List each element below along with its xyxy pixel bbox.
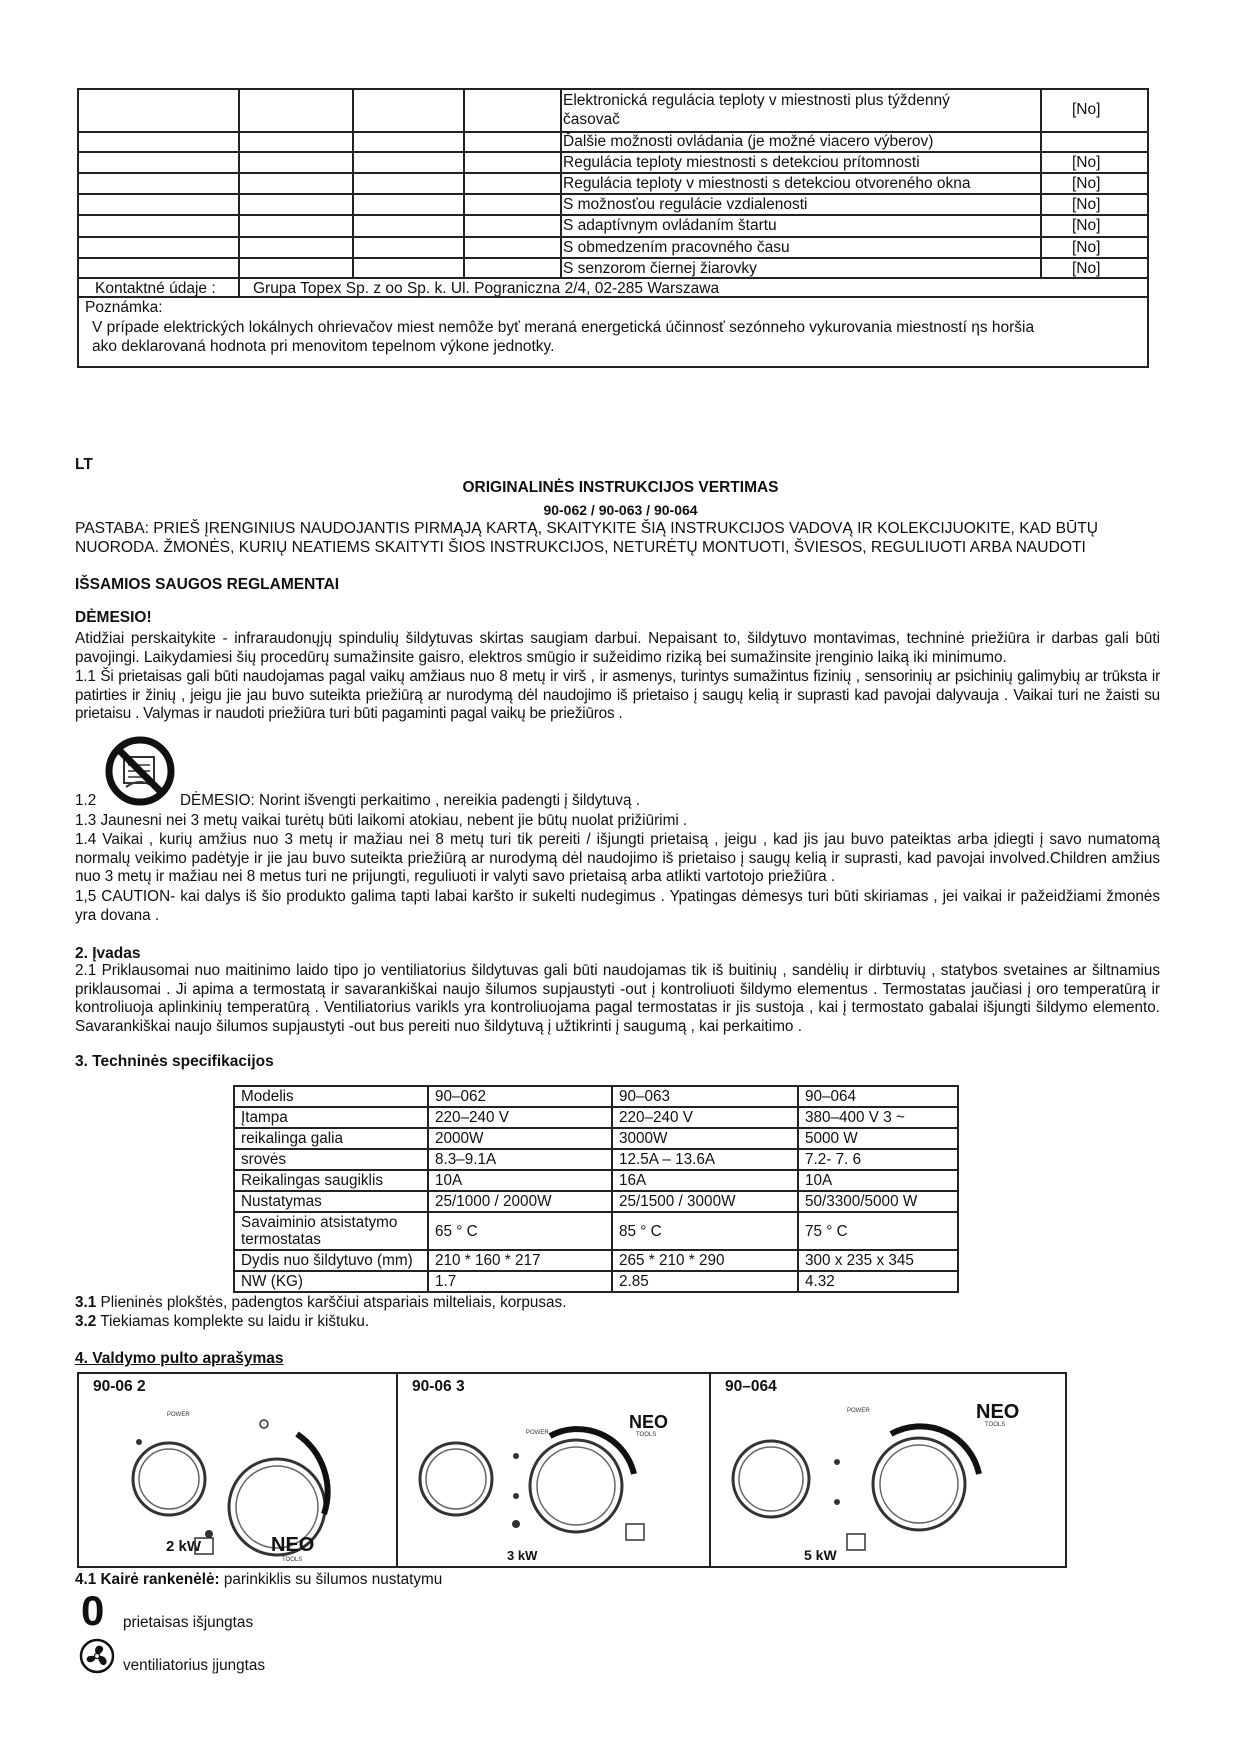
paragraph: 1.1 Ši prietaisas gali būti naudojamas pagal vaikų amžiaus nuo 8 metų ir virš , ir asmenys, turintys sumažintus fizinių , sensorinių ar psichinių galimybių ar trūksta ir patirties ir žinių , jeigu jie jau buvo suteikta priežiūrą ar nurodymą dėl naudojimo iš prietaiso į saugų kelią ir suprasti kad pavojai dalyvauja . Vaikai turi ne žaisti su prietaisu . Valymas ir naudoti priežiūra turi būti pagaminti pagal vaikų be priežiūros . [75,668,1160,723]
note-number: 3.2 [75,1313,97,1330]
table-cell: Dydis nuo šildytuvo (mm) [234,1250,428,1271]
power-rating: 3 kW [507,1548,538,1563]
panel-heading: 4. Valdymo pulto aprašymas [75,1350,284,1367]
paragraph: 1.3 Jaunesni nei 3 metų vaikai turėtų būti laikomi atokiau, nebent jie būtų nuolat prižiūrimi . [75,812,688,829]
table-rule [77,236,1149,238]
power-label: POWER [526,1430,549,1436]
item-number: 1.2 [75,792,97,809]
no-value: [No] [1072,175,1101,192]
control-panel [398,1374,709,1566]
brand-logo: NEO [629,1412,669,1432]
table-cell: časovač [563,111,620,128]
zero-symbol: 0 [81,1587,105,1634]
no-value: [No] [1072,101,1101,118]
knob-text: parinkiklis su šilumos nustatymu [223,1571,443,1588]
note-text: V prípade elektrických lokálnych ohrievačov miest nemôže byť meraná energetická účinnosť sezónneho vykurovania miestností ηs horšia [92,319,1035,336]
table-cell: 1.7 [428,1271,612,1292]
panel-label: 90-06 2 [93,1378,146,1395]
table-row [234,1149,958,1170]
language-code: LT [75,456,93,473]
table-row [234,1271,958,1292]
table-cell: 10A [798,1170,958,1191]
table-cell: 16A [612,1170,798,1191]
no-value: [No] [1072,154,1101,171]
spec-note [75,1313,369,1331]
table-cell: 75 ° C [798,1212,958,1250]
table-cell: 8.3–9.1A [428,1149,612,1170]
note-text: Tiekiamas komplekte su laidu ir kištuku. [100,1313,370,1330]
table-cell: 90–062 [428,1086,612,1107]
table-cell: 3000W [612,1128,798,1149]
table-cell: Savaiminio atsistatymo termostatas [234,1212,428,1250]
control-panels [77,1372,1067,1568]
table-cell: 10A [428,1170,612,1191]
table-cell: srovės [234,1149,428,1170]
document-title: ORIGINALINĖS INSTRUKCIJOS VERTIMAS [462,479,779,496]
heater-panel-illustration [711,1374,1065,1566]
table-cell: Regulácia teploty v miestnosti s detekciou otvoreného okna [563,175,971,192]
spec-table [233,1085,959,1293]
attention-heading: DĖMESIO! [75,609,152,626]
table-rule [77,172,1149,174]
paragraph: 2.1 Priklausomai nuo maitinimo laido tipo jo ventiliatorius šildytuvas gali būti naudojamas tik iš buitinių , sandėlių ir dirbtuvių , statybos svetaines ar šiltnamius priklausomai . Ji apima a termostatą ir savarankiškai naujo šilumos supjaustyti -out į kontroliuoti šildymo elementus . Termostatas jaučiasi į oro temperatūrą ir kontroliuoja aplinkinių temperatūrą . Ventiliatorius varikls yra kontroliuojama pagal termostatas ir jis sustoja , kai į termostato gabalai išjungti šildymo elemento. Savarankiškai naujo šilumos supjaustyti -out bus pereiti nuo šildytuvą į užtikrinti į saugumą , kai perkaitimo . [75,962,1160,1035]
table-cell: S senzorom čiernej žiarovky [563,260,757,277]
no-value: [No] [1072,196,1101,213]
brand-logo: NEO [271,1534,315,1556]
table-cell: 25/1500 / 3000W [612,1191,798,1212]
table-row [234,1191,958,1212]
table-cell: Modelis [234,1086,428,1107]
spec-note [75,1294,566,1312]
heater-panel-illustration [398,1374,709,1566]
heater-panel-illustration [79,1374,396,1566]
table-cell: 25/1000 / 2000W [428,1191,612,1212]
model-numbers: 90-062 / 90-063 / 90-064 [543,502,698,518]
legend-text: ventiliatorius įjungtas [123,1657,265,1674]
table-cell: S adaptívnym ovládaním štartu [563,217,777,234]
table-row [234,1128,958,1149]
paragraph: 1.4 Vaikai , kurių amžius nuo 3 metų ir mažiau nei 8 metų turi tik pereiti / išjungti prietaisą , jeigu , kad jis jau buvo pateiktas arba įdiegti į savo numatomą normalų veikimo padėtyje ir jie jau buvo suteikta priežiūrą ar nurodymą dėl naudojimo iš prietaiso į saugų kelią ir suprasti, kad pavojai involved.Children amžius nuo 3 metų ir mažiau nei 8 metus turi ne prijungti, reguliuoti ir valyti savo prietaisą arba atlikti vartotojo priežiūra . [75,831,1160,886]
table-row [234,1170,958,1191]
table-cell: NW (KG) [234,1271,428,1292]
table-cell: 265 * 210 * 290 [612,1250,798,1271]
table-divider [463,88,465,277]
table-cell: 210 * 160 * 217 [428,1250,612,1271]
table-cell: Ďalšie možnosti ovládania (je možné viacero výberov) [563,133,934,150]
control-panel [711,1374,1065,1566]
table-cell: 2000W [428,1128,612,1149]
paragraph: Atidžiai perskaitykite - infraraudonųjų spindulių šildytuvas skirtas saugiam darbui. Nepaisant to, šildytuvo montavimas, techninė priežiūra ir darbas gali būti pavojingi. Laikydamiesi šių procedūrų sumažinsite gaisro, elektros smūgio ir sužeidimo riziką bei sumažinsite įrenginio laiką iki minimumo. [75,630,1160,666]
power-label: POWER [847,1408,870,1414]
table-cell: 4.32 [798,1271,958,1292]
table-divider [238,88,240,296]
table-cell: Reikalingas saugiklis [234,1170,428,1191]
table-rule [77,193,1149,195]
table-cell: S možnosťou regulácie vzdialenosti [563,196,808,213]
table-cell: 220–240 V [428,1107,612,1128]
control-panel [79,1374,396,1566]
table-cell: 300 x 235 x 345 [798,1250,958,1271]
power-rating: 2 kW [166,1538,202,1555]
power-label: POWER [167,1412,190,1418]
table-cell: 85 ° C [612,1212,798,1250]
table-cell: 12.5A – 13.6A [612,1149,798,1170]
brand-logo: NEO [976,1401,1020,1423]
power-rating: 5 kW [804,1547,837,1563]
table-cell: 2.85 [612,1271,798,1292]
panel-label: 90-06 3 [412,1378,465,1395]
note-number: 3.1 [75,1294,97,1311]
knob-description [75,1571,442,1589]
table-cell: 90–064 [798,1086,958,1107]
spec-heading: 3. Techninės specifikacijos [75,1053,274,1070]
table-divider [352,88,354,277]
note-text: ako deklarovaná hodnota pri menovitom tepelnom výkone jednotky. [92,338,555,355]
no-value: [No] [1072,239,1101,256]
brand-sub: TOOLS [985,1422,1006,1428]
panel-label: 90–064 [725,1378,777,1395]
table-cell: Nustatymas [234,1191,428,1212]
note-text: Plieninės plokštės, padengtos karščiui atspariais milteliais, korpusas. [100,1294,567,1311]
table-row [234,1086,958,1107]
table-row [234,1212,958,1250]
table-cell: 7.2- 7. 6 [798,1149,958,1170]
do-not-cover-icon [104,735,176,807]
no-value: [No] [1072,217,1101,234]
table-cell: 380–400 V 3 ~ [798,1107,958,1128]
paragraph: DĖMESIO: Norint išvengti perkaitimo , nereikia padengti į šildytuvą . [180,792,640,809]
no-value: [No] [1072,260,1101,277]
note-label: Poznámka: [85,299,163,316]
table-cell: 220–240 V [612,1107,798,1128]
table-cell: Elektronická regulácia teploty v miestnosti plus týždenný [563,92,950,109]
fan-icon [79,1638,115,1674]
table-cell: Regulácia teploty miestnosti s detekciou prítomnosti [563,154,920,171]
table-rule [77,214,1149,216]
table-cell: Įtampa [234,1107,428,1128]
brand-sub: TOOLS [636,1432,657,1438]
table-cell: 5000 W [798,1128,958,1149]
knob-heading: 4.1 Kairė rankenėlė: [75,1571,220,1588]
table-cell: 65 ° C [428,1212,612,1250]
table-row [234,1250,958,1271]
table-divider [1040,88,1042,277]
brand-sub: TOOLS [282,1557,303,1563]
contact-value: Grupa Topex Sp. z oo Sp. k. Ul. Pograniczna 2/4, 02-285 Warszawa [253,280,720,297]
table-rule [77,257,1149,259]
contact-label: Kontaktné údaje : [95,280,216,297]
table-cell: 50/3300/5000 W [798,1191,958,1212]
table-divider [560,88,562,277]
intro-heading: 2. Įvadas [75,945,141,962]
warning-note: PASTABA: PRIEŠ ĮRENGINIUS NAUDOJANTIS PIRMĄJĄ KARTĄ, SKAITYKITE ŠIĄ INSTRUKCIJOS VADOVĄ IR KOLEKCIJUOKITE, KAD BŪTŲ NUORODA. ŽMONĖS, KURIŲ NEATIEMS SKAITYTI ŠIOS INSTRUKCIJOS, NETURĖTŲ MONTUOTI, ŠVIESOS, REGULIUOTI ARBA NAUDOTI [75,520,1099,556]
table-row [234,1107,958,1128]
table-cell: 90–063 [612,1086,798,1107]
table-cell: reikalinga galia [234,1128,428,1149]
paragraph: 1,5 CAUTION- kai dalys iš šio produkto galima tapti labai karšto ir sukelti nudegimus . Ypatingas dėmesys turi būti skiriamas , jei vaikai ir pažeidžiami žmonės yra dovana . [75,888,1160,924]
safety-heading: IŠSAMIOS SAUGOS REGLAMENTAI [75,576,340,593]
legend-text: prietaisas išjungtas [123,1614,254,1631]
table-rule [77,151,1149,153]
table-cell: S obmedzením pracovného času [563,239,790,256]
